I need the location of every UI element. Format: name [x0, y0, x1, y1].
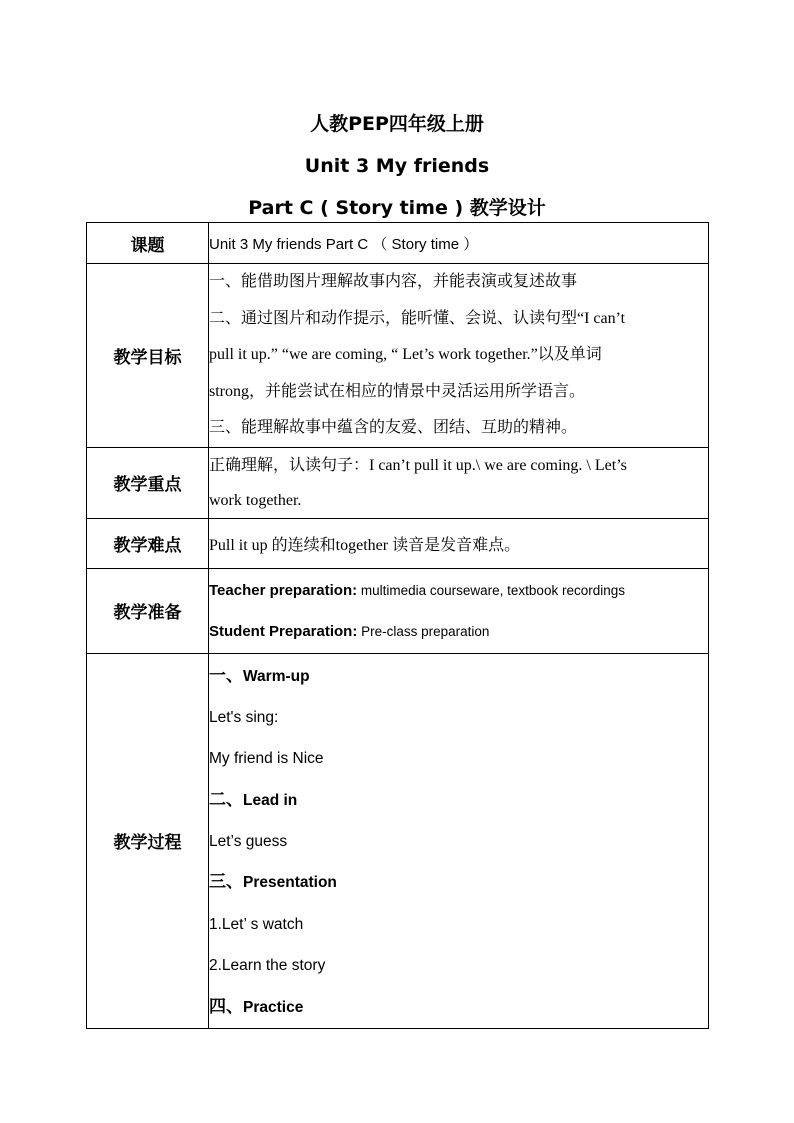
- teacher-preparation-value: multimedia courseware, textbook recordings: [357, 582, 625, 598]
- goal-line: 三、能理解故事中蕴含的友爱、团结、互助的精神。: [209, 419, 578, 436]
- goal-line: 二、通过图片和动作提示，能听懂、会说、认读句型“I can’t: [209, 309, 626, 327]
- key-points-content: [209, 447, 709, 518]
- process-line: Let's sing:: [209, 708, 279, 726]
- student-preparation-value: Pre-class preparation: [357, 623, 490, 639]
- step-title: Practice: [243, 998, 304, 1016]
- step-number: 一、: [209, 665, 243, 686]
- title-line-2: Unit 3 My friends: [304, 155, 490, 177]
- key-points-label: 教学重点: [87, 447, 209, 518]
- row-goals: [87, 264, 709, 448]
- key-point-line: work together.: [209, 491, 302, 509]
- step-number: 三、: [209, 872, 243, 893]
- goal-line: 一、能借助图片理解故事内容，并能表演或复述故事: [209, 273, 578, 290]
- row-process: [87, 653, 709, 1029]
- difficulties-text: Pull it up 的连续和together 读音是发音难点。: [209, 536, 521, 554]
- goals-label: 教学目标: [87, 264, 209, 448]
- title-line-1: 人教PEP四年级上册: [310, 113, 484, 135]
- row-difficulties: [87, 518, 709, 568]
- topic-value: [209, 223, 709, 264]
- teacher-preparation: [209, 570, 708, 611]
- difficulties-label: 教学难点: [87, 518, 209, 568]
- step-number: 二、: [209, 789, 243, 810]
- process-line: 2.Learn the story: [209, 957, 326, 975]
- lesson-plan-table: [86, 222, 709, 1029]
- goal-line: strong，并能尝试在相应的情景中灵活运用所学语言。: [209, 382, 586, 400]
- process-step-heading: [209, 656, 708, 697]
- student-preparation-key: Student Preparation:: [209, 622, 358, 640]
- step-title: Presentation: [243, 874, 337, 892]
- preparation-content: [209, 568, 709, 653]
- topic-label: 课题: [87, 223, 209, 264]
- teacher-preparation-key: Teacher preparation:: [209, 581, 358, 599]
- row-topic: [87, 223, 709, 264]
- preparation-label: 教学准备: [87, 568, 209, 653]
- key-point-line: 正确理解，认读句子：I can’t pull it up.\ we are coming. \ Let’s: [209, 456, 627, 474]
- topic-text: Unit 3 My friends Part C （ Story time ）: [209, 235, 479, 253]
- student-preparation: [209, 611, 708, 652]
- process-line: My friend is Nice: [209, 750, 324, 768]
- step-title: Warm-up: [243, 667, 310, 685]
- process-content: [209, 653, 709, 1029]
- title-line-3: Part C ( Story time ) 教学设计: [248, 197, 546, 219]
- goals-content: [209, 264, 709, 448]
- process-line: 1.Let’ s watch: [209, 915, 304, 933]
- row-key-points: [87, 447, 709, 518]
- difficulties-content: [209, 518, 709, 568]
- row-preparation: [87, 568, 709, 653]
- document-title: [0, 103, 794, 229]
- process-step-heading: [209, 987, 708, 1028]
- process-line: Let’s guess: [209, 833, 288, 851]
- process-step-heading: [209, 780, 708, 821]
- process-label: 教学过程: [87, 653, 209, 1029]
- step-title: Lead in: [243, 791, 298, 809]
- step-number: 四、: [209, 996, 243, 1017]
- goal-line: pull it up.” “we are coming, “ Let’s work together.”以及单词: [209, 346, 602, 363]
- process-step-heading: [209, 862, 708, 903]
